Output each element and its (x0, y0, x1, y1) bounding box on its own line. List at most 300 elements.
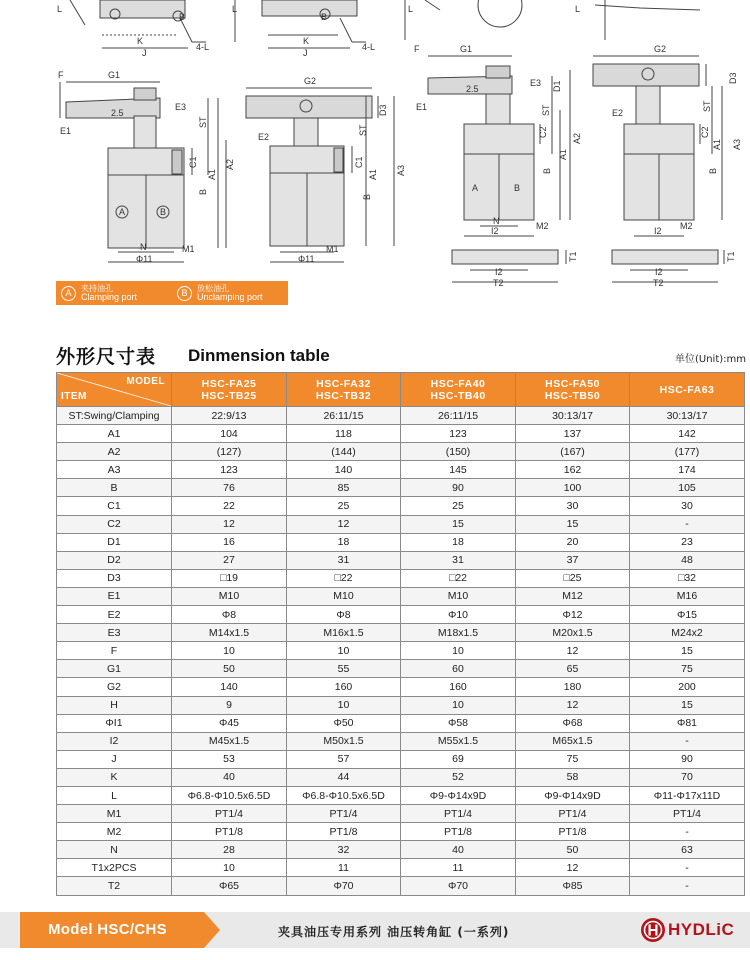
table-cell: (167) (516, 443, 630, 461)
table-row (57, 642, 745, 660)
table-cell: 160 (287, 678, 401, 696)
table-row (57, 768, 745, 786)
model-name-line2: HSC-TB50 (544, 389, 601, 402)
table-cell: M16x1.5 (287, 624, 401, 642)
v3-label-f: F (414, 44, 420, 54)
table-cell: PT1/8 (516, 823, 630, 841)
model-column-header (401, 373, 516, 407)
row-item-label: T1x2PCS (57, 859, 172, 877)
table-cell: 12 (287, 515, 401, 533)
table-cell: M55x1.5 (401, 732, 516, 750)
table-cell: 30:13/17 (630, 407, 745, 425)
table-cell: Φ68 (516, 714, 630, 732)
brand-name: HYDLiC (668, 920, 735, 939)
table-cell: Φ10 (401, 606, 516, 624)
legend-unclamping-en: Unclamping port (197, 292, 263, 302)
plan-view-2 (235, 0, 366, 48)
v4-label-i2: I2 (654, 226, 662, 236)
table-cell: 142 (630, 425, 745, 443)
table-cell: 10 (401, 642, 516, 660)
row-item-label: M1 (57, 805, 172, 823)
drawing-label-b-port-top1: B (179, 12, 186, 22)
table-cell: 10 (172, 642, 287, 660)
table-row (57, 533, 745, 551)
table-row (57, 515, 745, 533)
table-cell: 30 (516, 497, 630, 515)
table-cell: PT1/4 (172, 805, 287, 823)
v3-label-d1: D1 (552, 80, 562, 92)
table-cell: PT1/8 (287, 823, 401, 841)
table-row (57, 551, 745, 569)
table-cell: 174 (630, 461, 745, 479)
table-cell: M24x2 (630, 624, 745, 642)
model-name-line1: HSC-FA25 (201, 377, 257, 390)
table-cell: 26:11/15 (287, 407, 401, 425)
table-cell: Φ8 (172, 606, 287, 624)
v3-port-a: A (472, 183, 479, 193)
table-row (57, 696, 745, 714)
row-item-label: N (57, 841, 172, 859)
v4-label-i2b: I2 (655, 267, 663, 277)
v2-label-e2: E2 (258, 132, 270, 142)
table-cell: (127) (172, 443, 287, 461)
v4-label-st: ST (702, 100, 712, 112)
table-cell: 70 (630, 768, 745, 786)
side-view-4 (593, 56, 724, 282)
table-cell: □22 (287, 569, 401, 587)
table-cell: 75 (516, 750, 630, 768)
table-cell: Φ50 (287, 714, 401, 732)
table-cell: Φ15 (630, 606, 745, 624)
table-cell: - (630, 823, 745, 841)
v3-label-e3: E3 (530, 78, 542, 88)
table-cell: 15 (630, 642, 745, 660)
table-cell: Φ6.8-Φ10.5x6.5D (287, 786, 401, 804)
row-item-label: A2 (57, 443, 172, 461)
drawing-label-l4: L (575, 4, 581, 14)
legend-clamping-en: Clamping port (81, 292, 138, 302)
table-row (57, 425, 745, 443)
table-row (57, 750, 745, 768)
v4-label-b: B (708, 167, 718, 174)
table-cell: PT1/4 (287, 805, 401, 823)
table-cell: 60 (401, 660, 516, 678)
unit-label: 单位(Unit):mm (674, 354, 746, 365)
v1-label-f: F (58, 70, 64, 80)
table-row (57, 407, 745, 425)
table-cell: M12 (516, 587, 630, 605)
table-title-en: Dinmension table (188, 346, 330, 365)
table-cell: 27 (172, 551, 287, 569)
table-cell: 12 (172, 515, 287, 533)
v3-label-pitch: 2.5 (466, 84, 479, 94)
table-cell: 18 (401, 533, 516, 551)
table-cell: 30 (630, 497, 745, 515)
row-item-label: D3 (57, 569, 172, 587)
row-item-label: L (57, 786, 172, 804)
hydlic-logo-icon (640, 917, 666, 943)
v2-label-phi11: Φ11 (298, 254, 315, 264)
model-name-line1: HSC-FA50 (545, 377, 600, 390)
table-cell: PT1/4 (630, 805, 745, 823)
v3-label-a2: A2 (572, 132, 582, 144)
table-cell: 32 (287, 841, 401, 859)
v1-label-a1: A1 (207, 168, 217, 180)
table-cell: 31 (401, 551, 516, 569)
table-row (57, 678, 745, 696)
v3-label-t1: T1 (568, 251, 578, 262)
table-cell: 48 (630, 551, 745, 569)
v1-port-b: B (160, 207, 167, 217)
page-footer (0, 912, 750, 948)
row-item-label: D1 (57, 533, 172, 551)
v3-label-n: N (493, 216, 500, 226)
table-cell: Φ9-Φ14x9D (516, 786, 630, 804)
table-cell: M10 (287, 587, 401, 605)
table-title-row (56, 338, 746, 368)
table-cell: Φ12 (516, 606, 630, 624)
table-title-cn: 外形尺寸表 (56, 346, 157, 368)
v2-label-m1: M1 (326, 244, 339, 254)
table-cell: PT1/8 (401, 823, 516, 841)
table-header-row (57, 373, 745, 407)
table-row (57, 569, 745, 587)
side-view-1 (60, 82, 226, 262)
table-cell: Φ70 (287, 877, 401, 895)
row-item-label: T2 (57, 877, 172, 895)
v1-label-c1: C1 (188, 156, 198, 168)
table-cell: 123 (172, 461, 287, 479)
table-cell: 12 (516, 642, 630, 660)
v3-label-i2b: I2 (495, 267, 503, 277)
v1-label-e1: E1 (60, 126, 72, 136)
drawing-label-4l-1: 4-L (196, 42, 210, 52)
table-cell: □32 (630, 569, 745, 587)
table-cell: PT1/4 (516, 805, 630, 823)
row-item-label: M2 (57, 823, 172, 841)
legend-unclamping-cn: 放松油孔 (197, 284, 229, 293)
table-row (57, 786, 745, 804)
table-cell: 11 (401, 859, 516, 877)
technical-drawings (0, 0, 750, 318)
v1-label-a2: A2 (225, 158, 235, 170)
table-cell: Φ8 (287, 606, 401, 624)
table-cell: 90 (401, 479, 516, 497)
table-cell: 22 (172, 497, 287, 515)
table-row (57, 624, 745, 642)
table-cell: - (630, 515, 745, 533)
table-row (57, 732, 745, 750)
table-row (57, 877, 745, 895)
v3-label-g1: G1 (460, 44, 473, 54)
table-cell: 76 (172, 479, 287, 497)
v1-label-pitch: 2.5 (111, 108, 124, 118)
table-cell: 200 (630, 678, 745, 696)
table-row (57, 841, 745, 859)
table-cell: Φ81 (630, 714, 745, 732)
table-row (57, 823, 745, 841)
port-legend (56, 281, 288, 305)
table-cell: 31 (287, 551, 401, 569)
table-cell: 75 (630, 660, 745, 678)
row-item-label: K (57, 768, 172, 786)
row-item-label: A1 (57, 425, 172, 443)
table-row (57, 859, 745, 877)
table-cell: 10 (172, 859, 287, 877)
drawing-label-l1: L (57, 4, 63, 14)
v4-label-a1: A1 (712, 138, 722, 150)
table-cell: 12 (516, 859, 630, 877)
v4-label-a3: A3 (732, 138, 742, 150)
v2-label-a3: A3 (396, 164, 406, 176)
table-row (57, 497, 745, 515)
table-cell: 65 (516, 660, 630, 678)
table-cell: 40 (401, 841, 516, 859)
footer-model-label: Model HSC/CHS (48, 921, 167, 938)
table-cell: PT1/4 (401, 805, 516, 823)
table-cell: 140 (172, 678, 287, 696)
row-item-label: F (57, 642, 172, 660)
table-cell: M10 (172, 587, 287, 605)
table-cell: 15 (516, 515, 630, 533)
brand-logo (640, 917, 740, 943)
table-cell: 15 (630, 696, 745, 714)
v1-label-phi11: Φ11 (136, 254, 153, 264)
table-cell: 16 (172, 533, 287, 551)
table-cell: 11 (287, 859, 401, 877)
table-row (57, 461, 745, 479)
table-cell: □25 (516, 569, 630, 587)
table-cell: 104 (172, 425, 287, 443)
table-cell: Φ6.8-Φ10.5x6.5D (172, 786, 287, 804)
table-cell: PT1/8 (172, 823, 287, 841)
table-cell: 160 (401, 678, 516, 696)
v2-label-g2: G2 (304, 76, 317, 86)
table-cell: - (630, 732, 745, 750)
table-cell: 85 (287, 479, 401, 497)
row-item-label: ΦI1 (57, 714, 172, 732)
v2-label-st: ST (358, 124, 368, 136)
row-item-label: I2 (57, 732, 172, 750)
table-cell: Φ85 (516, 877, 630, 895)
drawing-label-b-port-top2: B (321, 12, 328, 22)
table-row (57, 479, 745, 497)
table-cell: (177) (630, 443, 745, 461)
v1-port-a: A (119, 207, 126, 217)
drawing-label-j2: J (303, 48, 308, 58)
table-cell: - (630, 859, 745, 877)
v3-label-a1: A1 (558, 148, 568, 160)
table-cell: (144) (287, 443, 401, 461)
table-corner-cell (57, 373, 172, 407)
v3-label-m2: M2 (536, 221, 549, 231)
table-cell: Φ58 (401, 714, 516, 732)
model-name-line2: HSC-TB40 (430, 389, 486, 402)
table-cell: 123 (401, 425, 516, 443)
table-cell: 37 (516, 551, 630, 569)
v1-label-b: B (198, 188, 208, 195)
row-item-label: H (57, 696, 172, 714)
v3-port-b: B (514, 183, 521, 193)
v4-label-t2: T2 (653, 278, 664, 288)
table-cell: Φ11-Φ17x11D (630, 786, 745, 804)
table-row (57, 606, 745, 624)
v3-label-b: B (542, 167, 552, 174)
table-cell: Φ70 (401, 877, 516, 895)
v2-label-d3: D3 (378, 104, 388, 116)
table-cell: 20 (516, 533, 630, 551)
v1-label-n: N (140, 242, 147, 252)
v3-label-e1: E1 (416, 102, 428, 112)
table-cell: 10 (287, 642, 401, 660)
table-cell: 53 (172, 750, 287, 768)
table-cell: □22 (401, 569, 516, 587)
table-cell: 118 (287, 425, 401, 443)
table-cell: (150) (401, 443, 516, 461)
v1-label-m1: M1 (182, 244, 195, 254)
drawing-label-4l-2: 4-L (362, 42, 376, 52)
table-cell: 105 (630, 479, 745, 497)
table-cell: 69 (401, 750, 516, 768)
table-cell: 57 (287, 750, 401, 768)
table-cell: 44 (287, 768, 401, 786)
table-cell: 162 (516, 461, 630, 479)
table-cell: 26:11/15 (401, 407, 516, 425)
model-column-header (172, 373, 287, 407)
table-row (57, 714, 745, 732)
table-cell: 100 (516, 479, 630, 497)
table-cell: 28 (172, 841, 287, 859)
table-cell: 30:13/17 (516, 407, 630, 425)
row-item-label: D2 (57, 551, 172, 569)
corner-model-label: MODEL (126, 376, 165, 387)
table-cell: 50 (516, 841, 630, 859)
clamping-port-icon: A (61, 286, 76, 301)
row-item-label: C2 (57, 515, 172, 533)
drawing-label-l3: L (408, 4, 414, 14)
legend-clamping-cn: 夹持油孔 (81, 284, 113, 293)
v3-label-i2: I2 (491, 226, 499, 236)
table-cell: Φ45 (172, 714, 287, 732)
model-column-header (630, 373, 745, 407)
table-cell: 18 (287, 533, 401, 551)
model-name-line1: HSC-FA63 (659, 383, 715, 396)
v2-label-b: B (362, 193, 372, 200)
table-cell: 25 (401, 497, 516, 515)
legend-unclamping-port (172, 284, 288, 302)
table-cell: M14x1.5 (172, 624, 287, 642)
v1-label-st: ST (198, 116, 208, 128)
row-item-label: J (57, 750, 172, 768)
model-name-line2: HSC-TB32 (315, 389, 372, 402)
table-cell: M65x1.5 (516, 732, 630, 750)
row-item-label: C1 (57, 497, 172, 515)
table-cell: M10 (401, 587, 516, 605)
table-cell: 25 (287, 497, 401, 515)
table-cell: Φ9-Φ14x9D (401, 786, 516, 804)
table-cell: M18x1.5 (401, 624, 516, 642)
table-cell: 58 (516, 768, 630, 786)
v4-label-m2: M2 (680, 221, 693, 231)
drawing-label-k1: K (137, 36, 144, 46)
row-item-label: A3 (57, 461, 172, 479)
table-cell: 145 (401, 461, 516, 479)
table-cell: 90 (630, 750, 745, 768)
footer-series-label: 夹具油压专用系列 油压转角缸 (一系列) (278, 925, 510, 939)
table-cell: 12 (516, 696, 630, 714)
row-item-label: G1 (57, 660, 172, 678)
v3-label-st: ST (541, 104, 551, 116)
table-cell: - (630, 877, 745, 895)
footer-model-tab (20, 912, 220, 948)
table-cell: M20x1.5 (516, 624, 630, 642)
drawing-label-l2: L (232, 4, 238, 14)
v3-label-c2: C2 (538, 126, 548, 138)
table-row (57, 443, 745, 461)
table-cell: 10 (401, 696, 516, 714)
row-item-label: E2 (57, 606, 172, 624)
v2-label-a1: A1 (368, 168, 378, 180)
v4-label-g2: G2 (654, 44, 667, 54)
drawing-label-j1: J (142, 48, 147, 58)
v4-label-c2: C2 (700, 126, 710, 138)
row-item-label: B (57, 479, 172, 497)
table-row (57, 805, 745, 823)
table-row (57, 660, 745, 678)
v4-label-e2: E2 (612, 108, 624, 118)
table-cell: 63 (630, 841, 745, 859)
table-cell: 137 (516, 425, 630, 443)
model-column-header (516, 373, 630, 407)
table-cell: Φ65 (172, 877, 287, 895)
row-item-label: E1 (57, 587, 172, 605)
drawing-label-k2: K (303, 36, 310, 46)
table-cell: 9 (172, 696, 287, 714)
table-cell: 50 (172, 660, 287, 678)
row-item-label: E3 (57, 624, 172, 642)
v2-label-c1: C1 (354, 156, 364, 168)
v1-label-e3: E3 (175, 102, 187, 112)
table-cell: 22:9/13 (172, 407, 287, 425)
row-item-label: G2 (57, 678, 172, 696)
v1-label-g1: G1 (108, 70, 121, 80)
table-cell: M16 (630, 587, 745, 605)
table-cell: □19 (172, 569, 287, 587)
table-cell: 140 (287, 461, 401, 479)
v4-label-t1: T1 (726, 251, 736, 262)
table-cell: 15 (401, 515, 516, 533)
table-cell: 40 (172, 768, 287, 786)
table-cell: 52 (401, 768, 516, 786)
corner-item-label: ITEM (61, 391, 87, 402)
table-cell: 23 (630, 533, 745, 551)
model-name-line1: HSC-FA40 (430, 377, 486, 390)
table-row (57, 587, 745, 605)
legend-clamping-port (56, 284, 172, 302)
row-item-label: ST:Swing/Clamping (57, 407, 172, 425)
unclamping-port-icon: B (177, 286, 192, 301)
table-cell: 180 (516, 678, 630, 696)
dimension-table (56, 372, 745, 896)
table-cell: M50x1.5 (287, 732, 401, 750)
model-name-line2: HSC-TB25 (201, 389, 257, 402)
model-column-header (287, 373, 401, 407)
model-name-line1: HSC-FA32 (316, 377, 371, 390)
v3-label-t2: T2 (493, 278, 504, 288)
v4-label-d3: D3 (728, 72, 738, 84)
table-cell: 55 (287, 660, 401, 678)
plan-view-3 (405, 0, 700, 40)
